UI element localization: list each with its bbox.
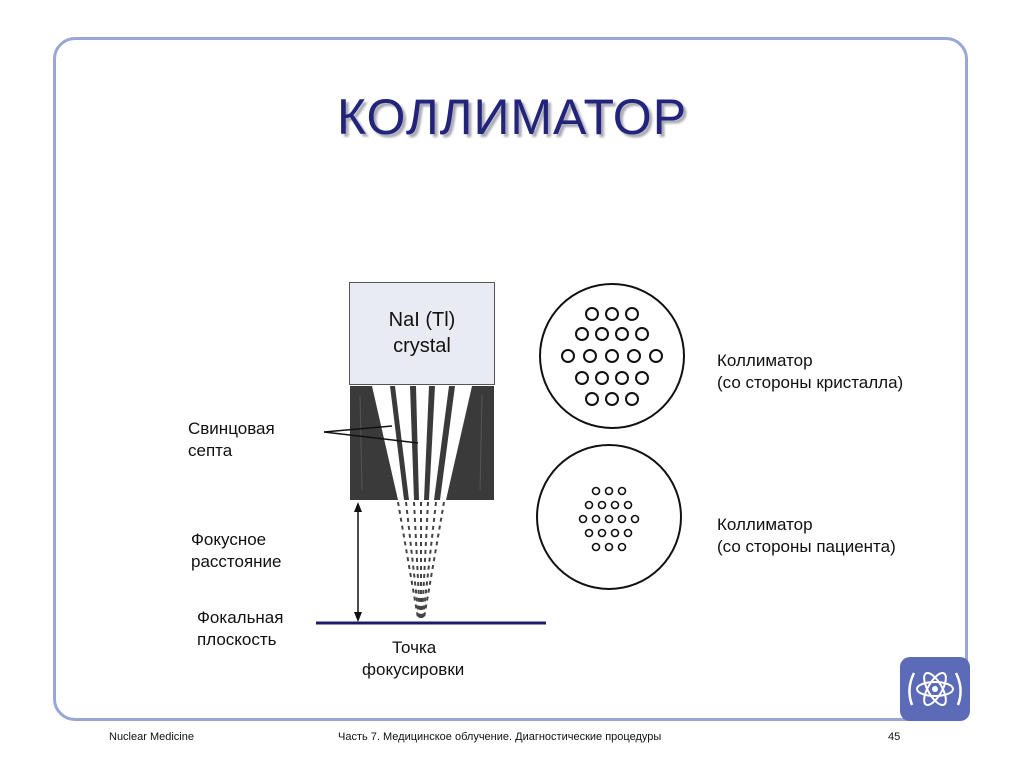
focal-distance-arrow <box>354 502 362 622</box>
collimator-patient-side <box>537 445 681 589</box>
crystal-side-line1: Коллиматор <box>717 351 813 370</box>
crystal-label-line1: NaI (Tl) <box>388 309 456 331</box>
focusing-rays <box>398 502 444 618</box>
patient-side-label <box>717 514 896 558</box>
page-number: 45 <box>888 731 901 743</box>
focal-plane-line1: Фокальная <box>197 608 284 627</box>
footer-left: Nuclear Medicine <box>109 731 194 743</box>
nai-crystal-box <box>349 282 495 385</box>
collimator-crystal-side <box>540 284 684 428</box>
focal-distance-line2: расстояние <box>191 552 282 571</box>
crystal-label-line2: crystal <box>393 335 451 357</box>
focal-plane-line2: плоскость <box>197 630 277 649</box>
septa-label-line1: Свинцовая <box>188 419 275 438</box>
septa-label <box>188 418 275 462</box>
collimator-body <box>350 386 494 500</box>
focal-distance-label <box>191 529 282 573</box>
crystal-side-line2: (со стороны кристалла) <box>717 373 904 392</box>
focus-point-line2: фокусировки <box>362 660 465 679</box>
crystal-side-label <box>717 350 903 394</box>
focal-distance-line1: Фокусное <box>191 530 267 549</box>
patient-side-line1: Коллиматор <box>717 515 813 534</box>
iaea-logo <box>900 657 970 721</box>
septa-label-line2: септа <box>188 441 233 460</box>
focal-plane-label <box>197 607 283 651</box>
footer-center: Часть 7. Медицинское облучение. Диагностические процедуры <box>338 731 662 743</box>
patient-side-line2: (со стороны пациента) <box>717 537 896 556</box>
focus-point-label <box>362 637 482 681</box>
iaea-atom-icon <box>900 657 970 721</box>
slide-title: КОЛЛИМАТОР <box>336 89 688 145</box>
focus-point-line1: Точка <box>392 638 437 657</box>
